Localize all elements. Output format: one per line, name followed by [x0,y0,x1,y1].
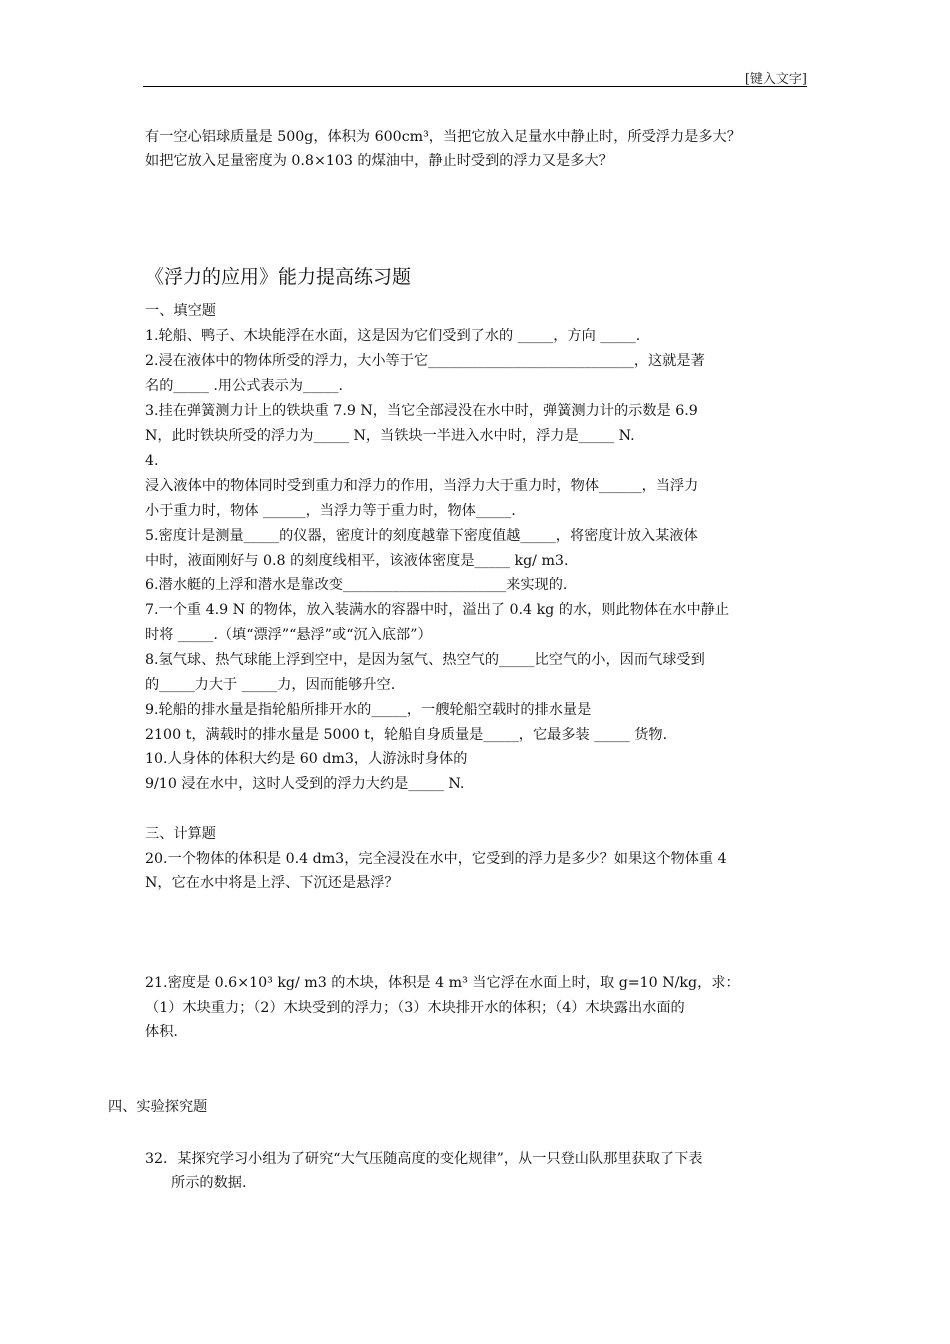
question-21-line-1: 21.密度是 0.6×10³ kg/ m3 的木块，体积是 4 m³ 当它浮在水面上时，取 g=10 N/kg，求： [145,975,740,991]
section1-line: 时将 _____.（填“漂浮”“悬浮”或“沉入底部”） [145,627,432,643]
intro-line-1: 有一空心铝球质量是 500g，体积为 600cm³，当把它放入足量水中静止时，所受浮力是多大？ [145,129,741,145]
section1-heading: 一、填空题 [145,303,216,319]
section1-line: 浸入液体中的物体同时受到重力和浮力的作用，当浮力大于重力时，物体______，当浮力 [145,478,699,494]
section1-line: 8.氢气球、热气球能上浮到空中，是因为氢气、热空气的_____比空气的小，因而气球受到 [145,652,705,668]
question-32-line-2: 所示的数据. [171,1175,247,1191]
section1-line: 6.潜水艇的上浮和潜水是靠改变_______________________来实现的. [145,577,568,593]
section1-line: 9.轮船的排水量是指轮船所排开水的_____，一艘轮船空载时的排水量是 [145,702,592,718]
header-rule [143,86,807,87]
section1-line: 名的_____ .用公式表示为_____. [145,378,343,394]
section1-line: 的_____力大于 _____力，因而能够升空. [145,677,396,693]
section1-line: 3.挂在弹簧测力计上的铁块重 7.9 N，当它全部浸没在水中时，弹簧测力计的示数是 6.9 [145,403,698,419]
page-title: 《浮力的应用》能力提高练习题 [145,266,412,288]
header-label: [键入文字] [744,72,807,87]
section1-line: 1.轮船、鸭子、木块能浮在水面，这是因为它们受到了水的 _____，方向 _____. [145,328,641,344]
section1-line: 2.浸在液体中的物体所受的浮力，大小等于它_____________________________，这就是著 [145,353,705,369]
section1-line: 4. [145,453,159,469]
section1-line: 7.一个重 4.9 N 的物体，放入装满水的容器中时，溢出了 0.4 kg 的水，则此物体在水中静止 [145,602,730,618]
section1-line: 中时，液面刚好与 0.8 的刻度线相平，该液体密度是_____ kg/ m3. [145,553,569,569]
section3-heading: 三、计算题 [145,826,216,842]
section1-line: 小于重力时，物体 ______，当浮力等于重力时，物体_____. [145,503,516,519]
section1-line: 2100 t，满载时的排水量是 5000 t，轮船自身质量是_____，它最多装 _____ 货物. [145,727,668,743]
question-21-line-2: （1）木块重力；（2）木块受到的浮力；（3）木块排开水的体积；（4）木块露出水面的 [145,1000,685,1016]
section1-line: 5.密度计是测量_____的仪器，密度计的刻度越靠下密度值越_____，将密度计放入某液体 [145,528,698,544]
question-20-line-2: N，它在水中将是上浮、下沉还是悬浮？ [145,875,399,891]
question-20-line-1: 20.一个物体的体积是 0.4 dm3，完全浸没在水中，它受到的浮力是多少？如果这个物体重 4 [145,851,727,867]
intro-line-2: 如把它放入足量密度为 0.8×103 的煤油中，静止时受到的浮力又是多大？ [145,153,613,169]
section4-heading: 四、实验探究题 [108,1099,208,1115]
section1-line: 10.人身体的体积大约是 60 dm3，人游泳时身体的 [145,751,468,767]
section1-line: 9/10 浸在水中，这时人受到的浮力大约是_____ N. [145,776,465,792]
section1-line: N，此时铁块所受的浮力为_____ N，当铁块一半进入水中时，浮力是_____ N. [145,428,635,444]
question-21-line-3: 体积. [145,1024,178,1040]
question-32-line-1: 32．某探究学习小组为了研究“大气压随高度的变化规律”，从一只登山队那里获取了下表 [145,1151,703,1167]
